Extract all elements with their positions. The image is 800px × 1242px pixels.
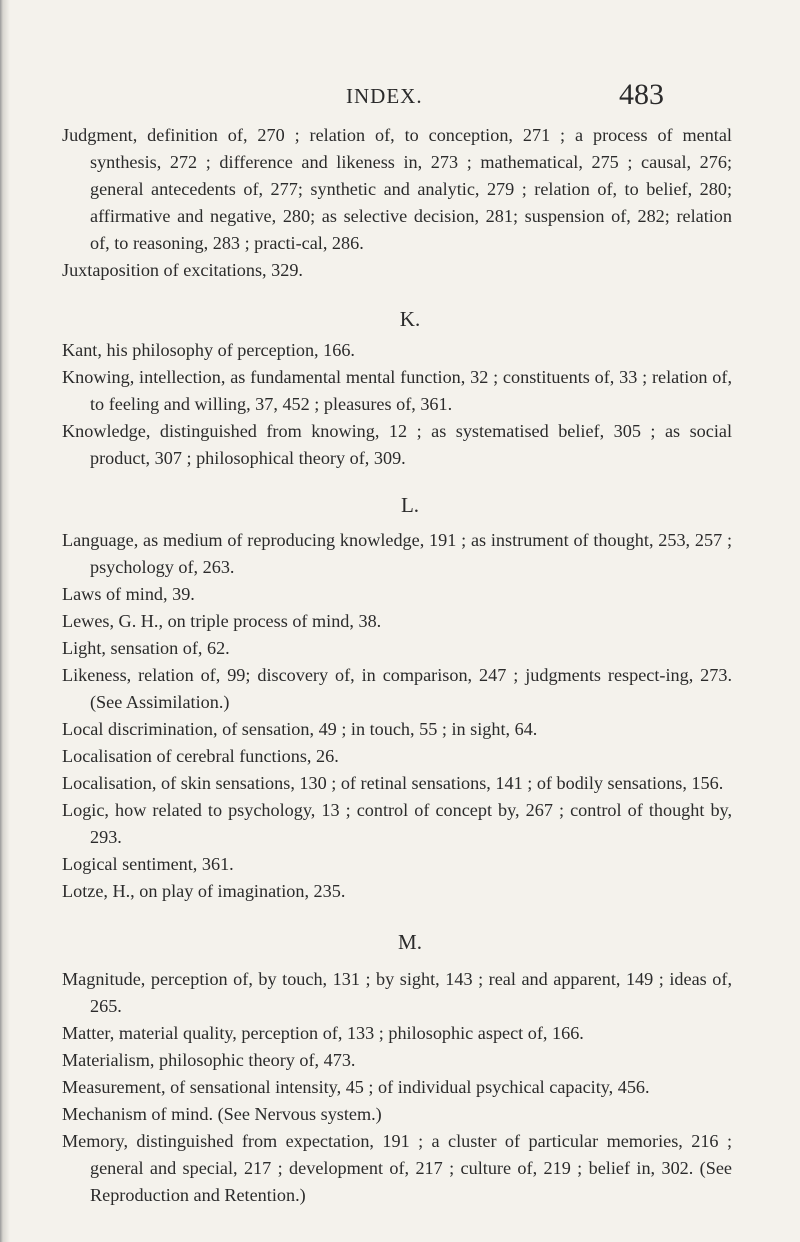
page-edge — [0, 0, 10, 1242]
index-entry-lotze: Lotze, H., on play of imagination, 235. — [62, 881, 346, 901]
page-number: 483 — [619, 78, 664, 111]
section-letter-m: M. — [398, 930, 422, 954]
index-entry-materialism: Materialism, philosophic theory of, 473. — [62, 1050, 356, 1070]
section-m — [62, 929, 732, 1209]
section-k — [62, 306, 732, 472]
section-letter-k: K. — [399, 307, 421, 331]
index-entry-judgment: Judgment, definition of, 270 ; relation of, to conception, 271 ; a process of mental synthesis, 272 ; difference and likeness in, 273 ; mathematical, 275 ; causal, 276; general antecedents of, 277; synthetic and analytic, 279 ; relation of, to belief, 280; affirmative and negative, 280; as selective decision, 281; suspension of, 282; relation of, to reasoning, 283 ; practi-cal, 286. — [62, 125, 732, 253]
index-entry-likeness: Likeness, relation of, 99; discovery of, in comparison, 247 ; judgments respect-ing, 273. (See Assimilation.) — [62, 665, 732, 712]
index-entry-language: Language, as medium of reproducing knowledge, 191 ; as instrument of thought, 253, 257 ; psychology of, 263. — [62, 530, 732, 577]
index-entry-magnitude: Magnitude, perception of, by touch, 131 ; by sight, 143 ; real and apparent, 149 ; ideas of, 265. — [62, 969, 732, 1016]
page-header — [0, 80, 800, 116]
running-title: INDEX. — [346, 84, 423, 108]
index-content — [62, 122, 732, 1209]
index-entry-memory: Memory, distinguished from expectation, 191 ; a cluster of particular memories, 216 ; general and special, 217 ; development of, 217 ; culture of, 219 ; belief in, 302. (See Reproduction and Retention.) — [62, 1131, 732, 1205]
index-entry-kant: Kant, his philosophy of perception, 166. — [62, 340, 355, 360]
index-entry-knowledge: Knowledge, distinguished from knowing, 12 ; as systematised belief, 305 ; as social product, 307 ; philosophical theory of, 309. — [62, 421, 732, 468]
index-entry-measurement: Measurement, of sensational intensity, 45 ; of individual psychical capacity, 456. — [62, 1077, 650, 1097]
index-entry-lewes: Lewes, G. H., on triple process of mind, 38. — [62, 611, 382, 631]
index-entry-knowing: Knowing, intellection, as fundamental mental function, 32 ; constituents of, 33 ; relation of, to feeling and willing, 37, 452 ; pleasures of, 361. — [62, 367, 732, 414]
index-entry-local-discrimination: Local discrimination, of sensation, 49 ; in touch, 55 ; in sight, 64. — [62, 719, 538, 739]
index-entry-matter: Matter, material quality, perception of, 133 ; philosophic aspect of, 166. — [62, 1023, 584, 1043]
index-entry-logic: Logic, how related to psychology, 13 ; control of concept by, 267 ; control of thought by, 293. — [62, 800, 732, 847]
index-entry-logical-sentiment: Logical sentiment, 361. — [62, 854, 234, 874]
index-entry-localisation-skin: Localisation, of skin sensations, 130 ; of retinal sensations, 141 ; of bodily sensations, 156. — [62, 773, 724, 793]
index-entry-localisation-cerebral: Localisation of cerebral functions, 26. — [62, 746, 339, 766]
index-entry-mechanism: Mechanism of mind. (See Nervous system.) — [62, 1104, 382, 1124]
index-entry-juxtaposition: Juxtaposition of excitations, 329. — [62, 260, 303, 280]
index-entry-light: Light, sensation of, 62. — [62, 638, 230, 658]
section-j — [62, 122, 732, 284]
section-l — [62, 492, 732, 905]
index-entry-laws-of-mind: Laws of mind, 39. — [62, 584, 195, 604]
section-letter-l: L. — [400, 493, 420, 517]
